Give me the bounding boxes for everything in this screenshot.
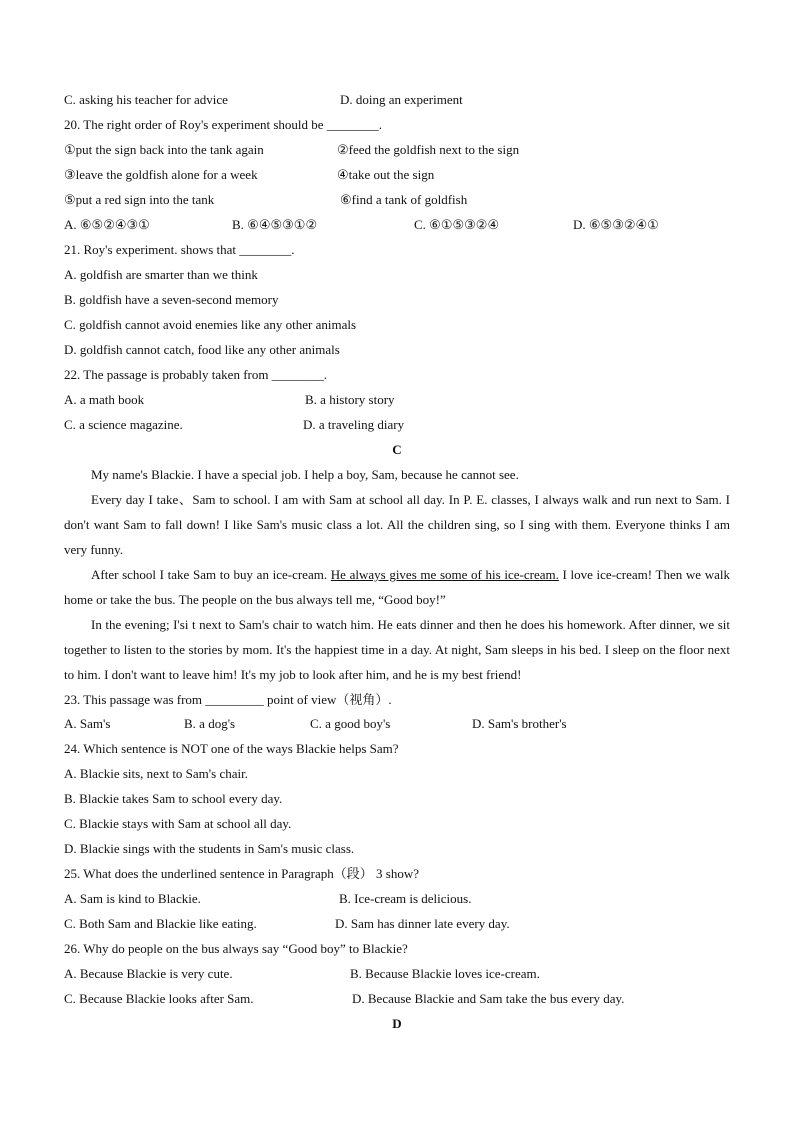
q20-step-5: ⑤put a red sign into the tank xyxy=(64,192,215,207)
q21-stem: 21. Roy's experiment. shows that ________. xyxy=(64,242,295,257)
passage-p1-text: My name's Blackie. I have a special job. I help a boy, Sam, because he cannot see. xyxy=(91,467,519,482)
q23-option-a: A. Sam's xyxy=(64,716,111,731)
passage-p3-before: After school I take Sam to buy an ice-cream. xyxy=(91,567,331,582)
passage-paragraph-1 xyxy=(64,462,730,487)
q25-option-a: A. Sam is kind to Blackie. xyxy=(64,891,201,906)
q26-option-a: A. Because Blackie is very cute. xyxy=(64,966,233,981)
q24-option-a: A. Blackie sits, next to Sam's chair. xyxy=(64,766,248,781)
q22-stem: 22. The passage is probably taken from ________. xyxy=(64,367,327,382)
q26-option-b: B. Because Blackie loves ice-cream. xyxy=(350,966,540,981)
q20-stem: 20. The right order of Roy's experiment should be ________. xyxy=(64,117,383,132)
passage-p3-after: I love ice-cream! Then we walk home or take the bus. The people on the bus always tell me, “Good boy!” xyxy=(64,567,730,607)
q21-option-a: A. goldfish are smarter than we think xyxy=(64,267,258,282)
q26-option-d: D. Because Blackie and Sam take the bus every day. xyxy=(352,991,625,1006)
q21-option-c: C. goldfish cannot avoid enemies like any other animals xyxy=(64,317,357,332)
q19-option-c: C. asking his teacher for advice xyxy=(64,92,228,107)
q20-step-4: ④take out the sign xyxy=(337,167,435,182)
passage-paragraph-3 xyxy=(64,562,730,612)
passage-p4-text: In the evening; I'si t next to Sam's chair to watch him. He eats dinner and then he does his homework. After dinner, we sit together to listen to the stories by mom. It's the happiest time in a day. At night, Sam sleeps in his bed. I sleep on the floor next to him. I don't want to leave him! It's my job to look after him, and he is my best friend! xyxy=(64,617,730,682)
section-d-heading: D xyxy=(392,1016,402,1031)
q23-stem: 23. This passage was from _________ point of view（视角）. xyxy=(64,692,392,707)
passage-p2-text: Every day I take、Sam to school. I am with Sam at school all day. In P. E. classes, I always walk and run next to Sam. I don't want Sam to fall down! I like Sam's music class a lot. All the children sing, so I sing with them. Everyone thinks I am very funny. xyxy=(64,492,730,557)
q22-option-d: D. a traveling diary xyxy=(303,417,405,432)
q20-step-3: ③leave the goldfish alone for a week xyxy=(64,167,258,182)
q20-step-6: ⑥find a tank of goldfish xyxy=(340,192,468,207)
q22-option-b: B. a history story xyxy=(305,392,395,407)
q24-option-b: B. Blackie takes Sam to school every day. xyxy=(64,791,283,806)
underlined-sentence: He always gives me some of his ice-cream. xyxy=(330,567,559,582)
q21-option-b: B. goldfish have a seven-second memory xyxy=(64,292,279,307)
q20-option-d: D. ⑥⑤③②④① xyxy=(573,217,659,232)
q21-option-d: D. goldfish cannot catch, food like any other animals xyxy=(64,342,340,357)
q25-option-b: B. Ice-cream is delicious. xyxy=(339,891,472,906)
q23-option-d: D. Sam's brother's xyxy=(472,716,567,731)
passage-paragraph-4 xyxy=(64,612,730,687)
q20-option-a: A. ⑥⑤②④③① xyxy=(64,217,150,232)
q19-option-d: D. doing an experiment xyxy=(340,92,463,107)
q20-step-1: ①put the sign back into the tank again xyxy=(64,142,264,157)
q23-option-c: C. a good boy's xyxy=(310,716,391,731)
q20-option-b: B. ⑥④⑤③①② xyxy=(232,217,318,232)
q24-stem: 24. Which sentence is NOT one of the ways Blackie helps Sam? xyxy=(64,741,399,756)
q25-option-c: C. Both Sam and Blackie like eating. xyxy=(64,916,257,931)
q26-stem: 26. Why do people on the bus always say “Good boy” to Blackie? xyxy=(64,941,408,956)
q22-option-a: A. a math book xyxy=(64,392,145,407)
q24-option-d: D. Blackie sings with the students in Sam's music class. xyxy=(64,841,355,856)
q25-stem: 25. What does the underlined sentence in Paragraph（段） 3 show? xyxy=(64,866,419,881)
section-c-heading: C xyxy=(392,442,402,457)
q20-step-2: ②feed the goldfish next to the sign xyxy=(337,142,520,157)
q23-option-b: B. a dog's xyxy=(184,716,236,731)
q25-option-d: D. Sam has dinner late every day. xyxy=(335,916,510,931)
passage-paragraph-2 xyxy=(64,487,730,562)
q22-option-c: C. a science magazine. xyxy=(64,417,183,432)
q20-option-c: C. ⑥①⑤③②④ xyxy=(414,217,500,232)
q26-option-c: C. Because Blackie looks after Sam. xyxy=(64,991,254,1006)
q24-option-c: C. Blackie stays with Sam at school all day. xyxy=(64,816,292,831)
